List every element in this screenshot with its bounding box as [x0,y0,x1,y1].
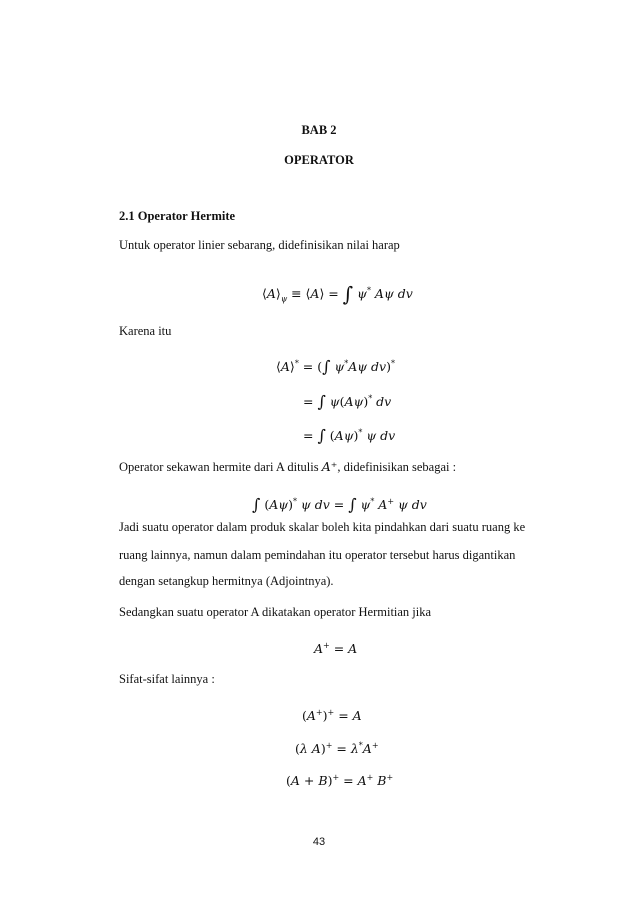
paragraph-hermitian-adjoint-pre: Operator sekawan hermite dari A ditulis [119,460,319,474]
chapter-title: OPERATOR [284,153,354,167]
equation-hermitian-condition: A+ = A [314,641,358,657]
paragraph-other-properties: Sifat-sifat lainnya : [119,672,215,686]
section-heading: 2.1 Operator Hermite [119,209,236,223]
paragraph-expectation-intro: Untuk operator linier sebarang, didefinisikan nilai harap [119,238,400,252]
paragraph-hermitian-adjoint [119,459,456,475]
paragraph-scalar-product-line3: dengan setangkup hermitnya (Adjointnya). [119,574,334,588]
paragraph-scalar-product-line2: ruang lainnya, namun dalam pemindahan itu operator tersebut harus digantikan [119,548,516,562]
chapter-label: BAB 2 [301,123,337,137]
equation-scalar-adjoint: (λ A)+ = λ*A+ [295,741,379,757]
equation-double-adjoint: (A+)+ = A [302,708,362,724]
page-number: 43 [312,836,326,848]
paragraph-scalar-product-line1: Jadi suatu operator dalam produk skalar boleh kita pindahkan dari suatu ruang ke [119,520,526,534]
paragraph-therefore: Karena itu [119,324,172,338]
paragraph-hermitian-condition: Sedangkan suatu operator A dikatakan operator Hermitian jika [119,605,432,619]
equation-conjugate-line3: = ∫ (Aψ)* ψ dv [303,426,396,446]
equation-expectation-value: $⟨A⟩_\psi$ ≡ ⟨A⟩ = ∫ ψ* Aψ dv [262,282,413,307]
equation-conjugate-line2: = ∫ ψ(Aψ)* dv [303,392,392,412]
equation-sum-adjoint: (A + B)+ = A+ B+ [286,773,394,789]
paragraph-hermitian-adjoint-post: , didefinisikan sebagai : [337,460,457,474]
equation-adjoint-definition: ∫ (Aψ)* ψ dv = ∫ ψ* A+ ψ dv [252,495,427,515]
adjoint-symbol: A⁺ [321,459,338,474]
equation-conjugate-line1: ⟨A⟩* = (∫ ψ*Aψ dv)* [276,357,396,377]
